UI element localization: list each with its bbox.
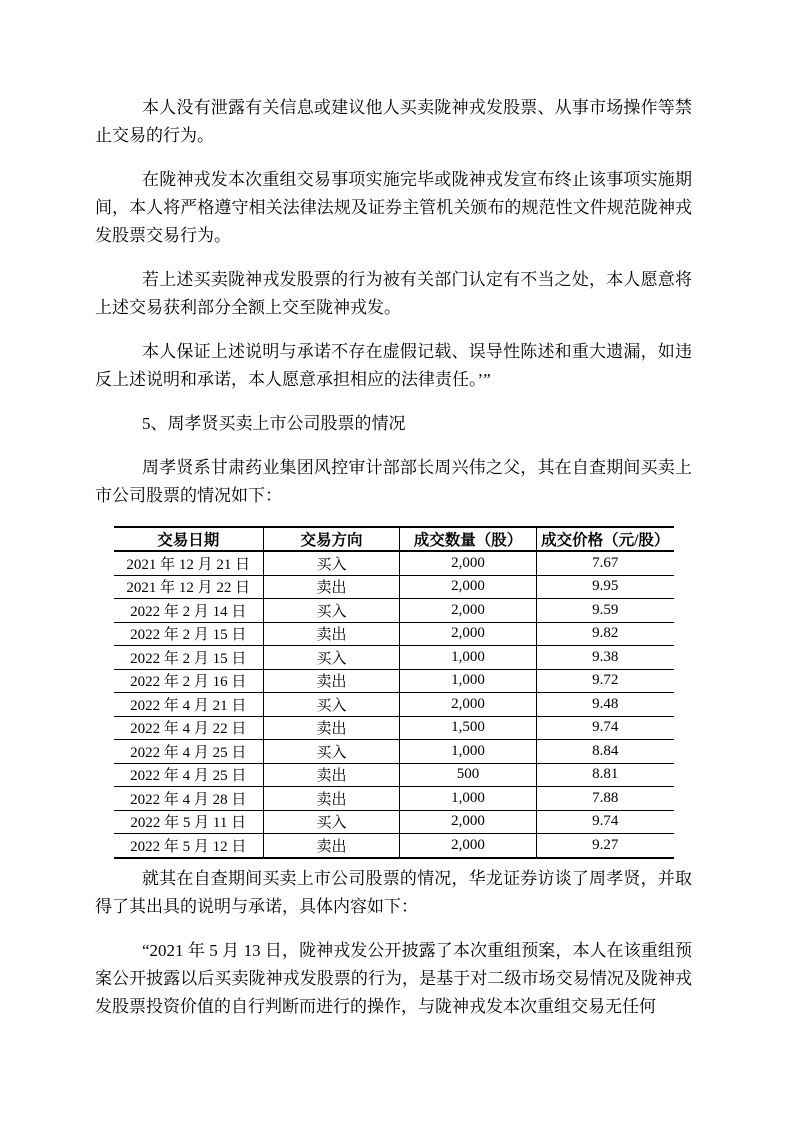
cell-trade-date: 2022 年 2 月 15 日 — [114, 646, 264, 670]
trade-table — [114, 526, 674, 859]
cell-trade-direction: 买入 — [264, 810, 400, 834]
cell-price: 9.74 — [537, 716, 674, 740]
cell-price: 9.72 — [537, 669, 674, 693]
table-row — [114, 669, 674, 693]
cell-trade-direction: 买入 — [264, 740, 400, 764]
table-row — [114, 787, 674, 811]
cell-volume: 2,000 — [400, 834, 537, 858]
cell-price: 9.82 — [537, 622, 674, 646]
cell-trade-date: 2022 年 4 月 25 日 — [114, 763, 264, 787]
cell-trade-date: 2022 年 2 月 16 日 — [114, 669, 264, 693]
cell-price: 7.88 — [537, 787, 674, 811]
cell-volume: 2,000 — [400, 575, 537, 599]
cell-trade-date: 2022 年 2 月 14 日 — [114, 599, 264, 623]
col-header-trade-date: 交易日期 — [114, 527, 264, 551]
cell-price: 7.67 — [537, 551, 674, 575]
cell-trade-date: 2022 年 2 月 15 日 — [114, 622, 264, 646]
col-header-volume: 成交数量（股） — [400, 527, 537, 551]
paragraph-table-intro: 周孝贤系甘肃药业集团风控审计部部长周兴伟之父，其在自查期间买卖上市公司股票的情况如下： — [95, 458, 692, 505]
table-row — [114, 763, 674, 787]
section-heading: 5、周孝贤买卖上市公司股票的情况 — [142, 414, 406, 433]
paragraph-profit-surrender-commitment: 若上述买卖陇神戎发股票的行为被有关部门认定有不当之处，本人愿意将上述交易获利部分全额上交至陇神戎发。 — [95, 270, 692, 317]
cell-trade-date: 2022 年 4 月 28 日 — [114, 787, 264, 811]
paragraph-quoted-explanation: “2021 年 5 月 13 日，陇神戎发公开披露了本次重组预案，本人在该重组预案公开披露以后买卖陇神戎发股票的行为，是基于对二级市场交易情况及陇神戎发股票投资价值的自行判断而进行的操作，与陇神戎发本次重组交易无任何 — [95, 940, 692, 1016]
paragraph-interview-statement: 就其在自查期间买卖上市公司股票的情况，华龙证券访谈了周孝贤，并取得了其出具的说明与承诺，具体内容如下： — [95, 868, 692, 916]
cell-trade-date: 2022 年 4 月 21 日 — [114, 693, 264, 717]
cell-trade-direction: 卖出 — [264, 575, 400, 599]
cell-trade-direction: 买入 — [264, 693, 400, 717]
cell-price: 8.84 — [537, 740, 674, 764]
table-row — [114, 716, 674, 740]
paragraph-trading-compliance-commitment: 在陇神戎发本次重组交易事项实施完毕或陇神戎发宣布终止该事项实施期间，本人将严格遵守相关法律法规及证券主管机关颁布的规范性文件规范陇神戎发股票交易行为。 — [95, 170, 692, 245]
cell-trade-date: 2021 年 12 月 21 日 — [114, 551, 264, 575]
cell-volume: 1,500 — [400, 716, 537, 740]
cell-trade-direction: 买入 — [264, 646, 400, 670]
cell-volume: 1,000 — [400, 669, 537, 693]
cell-trade-direction: 卖出 — [264, 622, 400, 646]
cell-price: 9.27 — [592, 836, 619, 853]
paragraph-truthfulness-commitment: 本人保证上述说明与承诺不存在虚假记载、误导性陈述和重大遗漏，如违反上述说明和承诺，本人愿意承担相应的法律责任。’” — [95, 342, 692, 389]
cell-trade-direction: 卖出 — [264, 716, 400, 740]
cell-volume: 2,000 — [400, 810, 537, 834]
cell-trade-direction: 卖出 — [264, 787, 400, 811]
cell-price: 9.95 — [537, 575, 674, 599]
cell-price: 9.48 — [537, 693, 674, 717]
cell-price: 9.38 — [537, 646, 674, 670]
cell-trade-direction: 卖出 — [264, 669, 400, 693]
table-header-row — [114, 527, 674, 551]
cell-trade-date: 2022 年 4 月 25 日 — [114, 740, 264, 764]
col-header-trade-direction: 交易方向 — [264, 527, 400, 551]
cell-price: 9.59 — [537, 599, 674, 623]
table-row — [114, 693, 674, 717]
cell-volume: 1,000 — [400, 646, 537, 670]
cell-volume: 2,000 — [400, 599, 537, 623]
cell-volume: 2,000 — [400, 551, 537, 575]
table-row — [114, 551, 674, 575]
table-row — [114, 622, 674, 646]
cell-trade-direction: 卖出 — [264, 834, 400, 858]
table-row — [114, 834, 674, 858]
cell-trade-direction: 买入 — [264, 551, 400, 575]
cell-price: 9.74 — [537, 810, 674, 834]
table-row — [114, 646, 674, 670]
paragraph-no-leak-commitment: 本人没有泄露有关信息或建议他人买卖陇神戎发股票、从事市场操作等禁止交易的行为。 — [95, 98, 692, 145]
cell-trade-date: 2022 年 5 月 12 日 — [114, 834, 264, 858]
cell-volume: 500 — [400, 763, 537, 787]
table-row — [114, 810, 674, 834]
cell-trade-date: 2021 年 12 月 22 日 — [114, 575, 264, 599]
table-row — [114, 599, 674, 623]
cell-volume: 2,000 — [400, 622, 537, 646]
cell-volume: 1,000 — [400, 787, 537, 811]
table-row — [114, 740, 674, 764]
cell-volume: 1,000 — [400, 740, 537, 764]
cell-trade-direction: 卖出 — [264, 763, 400, 787]
cell-volume: 2,000 — [400, 693, 537, 717]
table-row — [114, 575, 674, 599]
cell-trade-date: 2022 年 4 月 22 日 — [114, 716, 264, 740]
cell-price: 8.81 — [537, 763, 674, 787]
col-header-price: 成交价格（元/股） — [537, 527, 674, 551]
cell-trade-date: 2022 年 5 月 11 日 — [114, 810, 264, 834]
cell-trade-direction: 买入 — [264, 599, 400, 623]
